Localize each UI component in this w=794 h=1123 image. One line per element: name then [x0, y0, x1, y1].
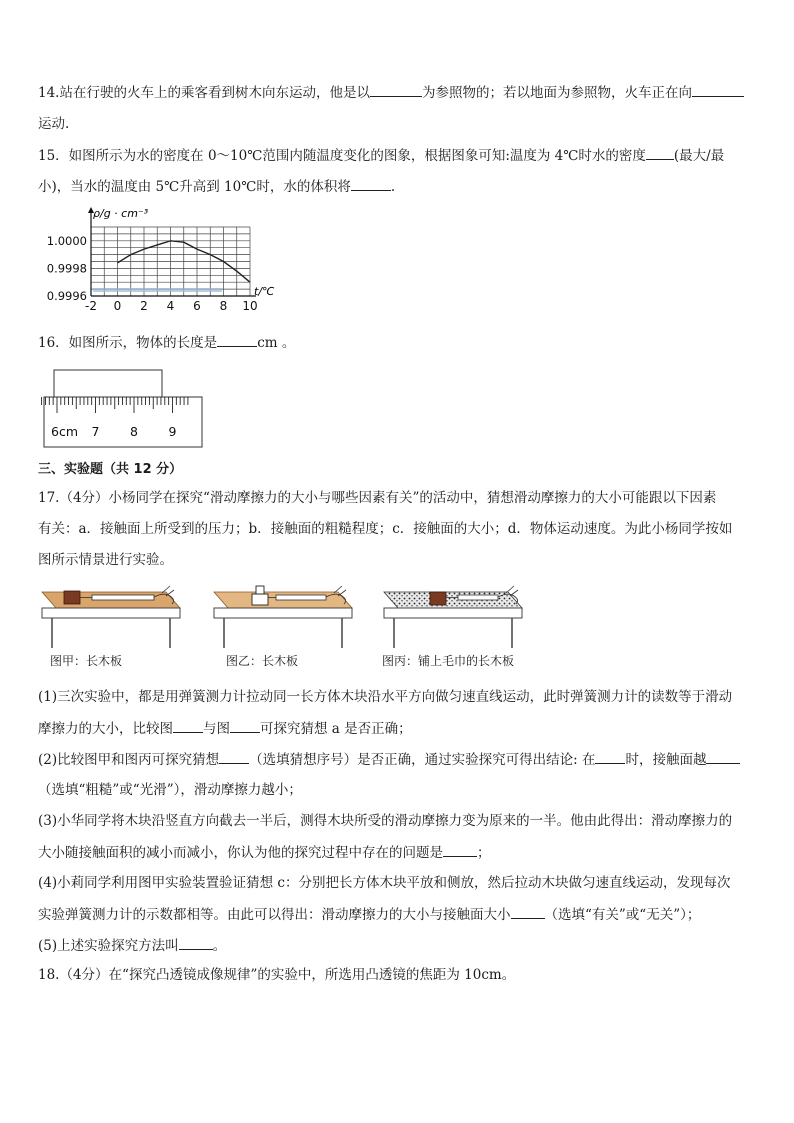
x-tick-label: 10 — [242, 299, 258, 313]
q17-blank-5[interactable] — [179, 936, 213, 950]
q17-p4-line1: (4)小莉同学利用图甲实验装置验证猜想 c：分别把长方体木块平放和侧放，然后拉动木块做匀速直线运动，发现每次 — [38, 875, 731, 891]
caption-yi: 图乙：长木板 — [226, 654, 299, 668]
q14-line2: 运动. — [38, 116, 70, 132]
q17-intro-3: 图所示情景进行实验。 — [38, 552, 173, 568]
ruler-label: 6cm — [51, 424, 79, 439]
figure-yi — [214, 586, 352, 648]
q17-blank-1a[interactable] — [173, 719, 203, 733]
x-tick-label: 4 — [166, 299, 175, 313]
spring-scale-jia — [92, 595, 154, 600]
y-tick-label: 1.0000 — [46, 233, 87, 248]
figure-jia — [42, 586, 180, 648]
q17-p4-line2: 实验弹簧测力计的示数都相等。由此可以得出：滑动摩擦力的大小与接触面大小 （选填“有关”或“无关”）； — [38, 907, 701, 923]
chart-axes — [88, 207, 256, 296]
ruler-label: 9 — [168, 424, 177, 439]
q17-blank-2c[interactable] — [706, 750, 740, 764]
q17-p3-line1: (3)小华同学将木块沿竖直方向截去一半后，测得木块所受的滑动摩擦力变为原来的一半。他由此得出：滑动摩擦力的 — [38, 813, 733, 829]
figure-bing — [384, 586, 522, 648]
caption-bing: 图丙：铺上毛巾的长木板 — [382, 654, 515, 668]
ruler-body — [44, 397, 202, 447]
q14-blank-1[interactable] — [370, 83, 422, 97]
q15-line1: 15．如图所示为水的密度在 0～10℃范围内随温度变化的图象，根据图象可知:温度为 4℃时水的密度 (最大/最 — [38, 148, 725, 164]
x-tick-label: 2 — [140, 299, 148, 313]
chart-x-axis-label: t/℃ — [254, 285, 275, 298]
x-tick-label: -2 — [85, 299, 97, 313]
ruler-label: 7 — [91, 424, 100, 439]
x-tick-label: 8 — [219, 299, 228, 313]
q15-blank-1[interactable] — [646, 146, 674, 160]
q17-p3-line2: 大小随接触面积的减小而减小，你认为他的探究过程中存在的问题是 ； — [38, 845, 491, 861]
q17-blank-3[interactable] — [443, 843, 477, 857]
q16-line: 16．如图所示，物体的长度是 cm 。 — [38, 335, 296, 351]
q14-blank-2[interactable] — [692, 83, 744, 97]
q18-line: 18.（4分）在“探究凸透镜成像规律”的实验中，所选用凸透镜的焦距为 10cm。 — [38, 967, 516, 983]
q16-blank[interactable] — [217, 333, 257, 347]
q17-blank-1b[interactable] — [230, 719, 260, 733]
chart-y-tick-labels — [47, 234, 87, 303]
q17-blank-2a[interactable] — [219, 750, 249, 764]
measured-object — [54, 370, 162, 397]
q15-blank-2[interactable] — [351, 177, 391, 191]
density-chart — [38, 203, 288, 319]
ruler-figure — [40, 366, 210, 454]
chart-grid — [91, 227, 250, 296]
q17-p1-line1: (1)三次实验中，都是用弹簧测力计拉动同一长方体木块沿水平方向做匀速直线运动，此时弹簧测力计的读数等于滑动 — [38, 689, 733, 705]
x-tick-label: 6 — [193, 299, 201, 313]
q17-p2-line1: (2)比较图甲和图丙可探究猜想 （选填猜想序号）是否正确，通过实验探究可得出结论: 在 时，接触面越 — [38, 750, 740, 769]
q17-p1-line2: 摩擦力的大小，比较图 与图 可探究猜想 a 是否正确； — [38, 721, 412, 737]
q17-intro-2: 有关：a．接触面上所受到的压力；b．接触面的粗糙程度；c．接触面的大小；d．物体运动速度。为此小杨同学按如 — [38, 521, 733, 537]
wood-block-yi — [252, 594, 268, 605]
wood-block-bing — [430, 592, 446, 605]
wood-block-jia — [64, 591, 80, 604]
ruler-label: 8 — [130, 424, 138, 439]
q17-blank-2b[interactable] — [595, 750, 625, 764]
y-tick-label: 0.9998 — [46, 261, 87, 276]
q14-line1: 14.站在行驶的火车上的乘客看到树木向东运动，他是以 为参照物的；若以地面为参照物，火车正在向 — [38, 83, 744, 102]
x-tick-label: 0 — [113, 299, 122, 313]
grid-scan-band — [93, 288, 222, 292]
q15-line2: 小)，当水的温度由 5℃升高到 10℃时，水的体积将 . — [38, 179, 396, 195]
experiment-figures — [38, 582, 538, 650]
weight-yi — [256, 586, 264, 594]
section-title: 三、实验题（共 12 分） — [38, 462, 183, 477]
spring-scale-bing — [458, 595, 498, 600]
q17-p2-line2: （选填“粗糙”或“光滑”），滑动摩擦力越小； — [38, 782, 302, 798]
q17-p5-line: (5)上述实验探究方法叫 。 — [38, 938, 227, 954]
q17-intro-1: 17.（4分）小杨同学在探究“滑动摩擦力的大小与哪些因素有关”的活动中，猜想滑动摩擦力的大小可能跟以下因素 — [38, 490, 717, 506]
caption-jia: 图甲：长木板 — [50, 654, 123, 668]
q17-blank-4[interactable] — [511, 905, 545, 919]
y-tick-label: 0.9996 — [46, 289, 87, 303]
chart-y-axis-label: ρ/g · cm⁻³ — [93, 207, 149, 220]
spring-scale-yi — [276, 595, 326, 600]
chart-x-tick-labels — [85, 299, 258, 313]
